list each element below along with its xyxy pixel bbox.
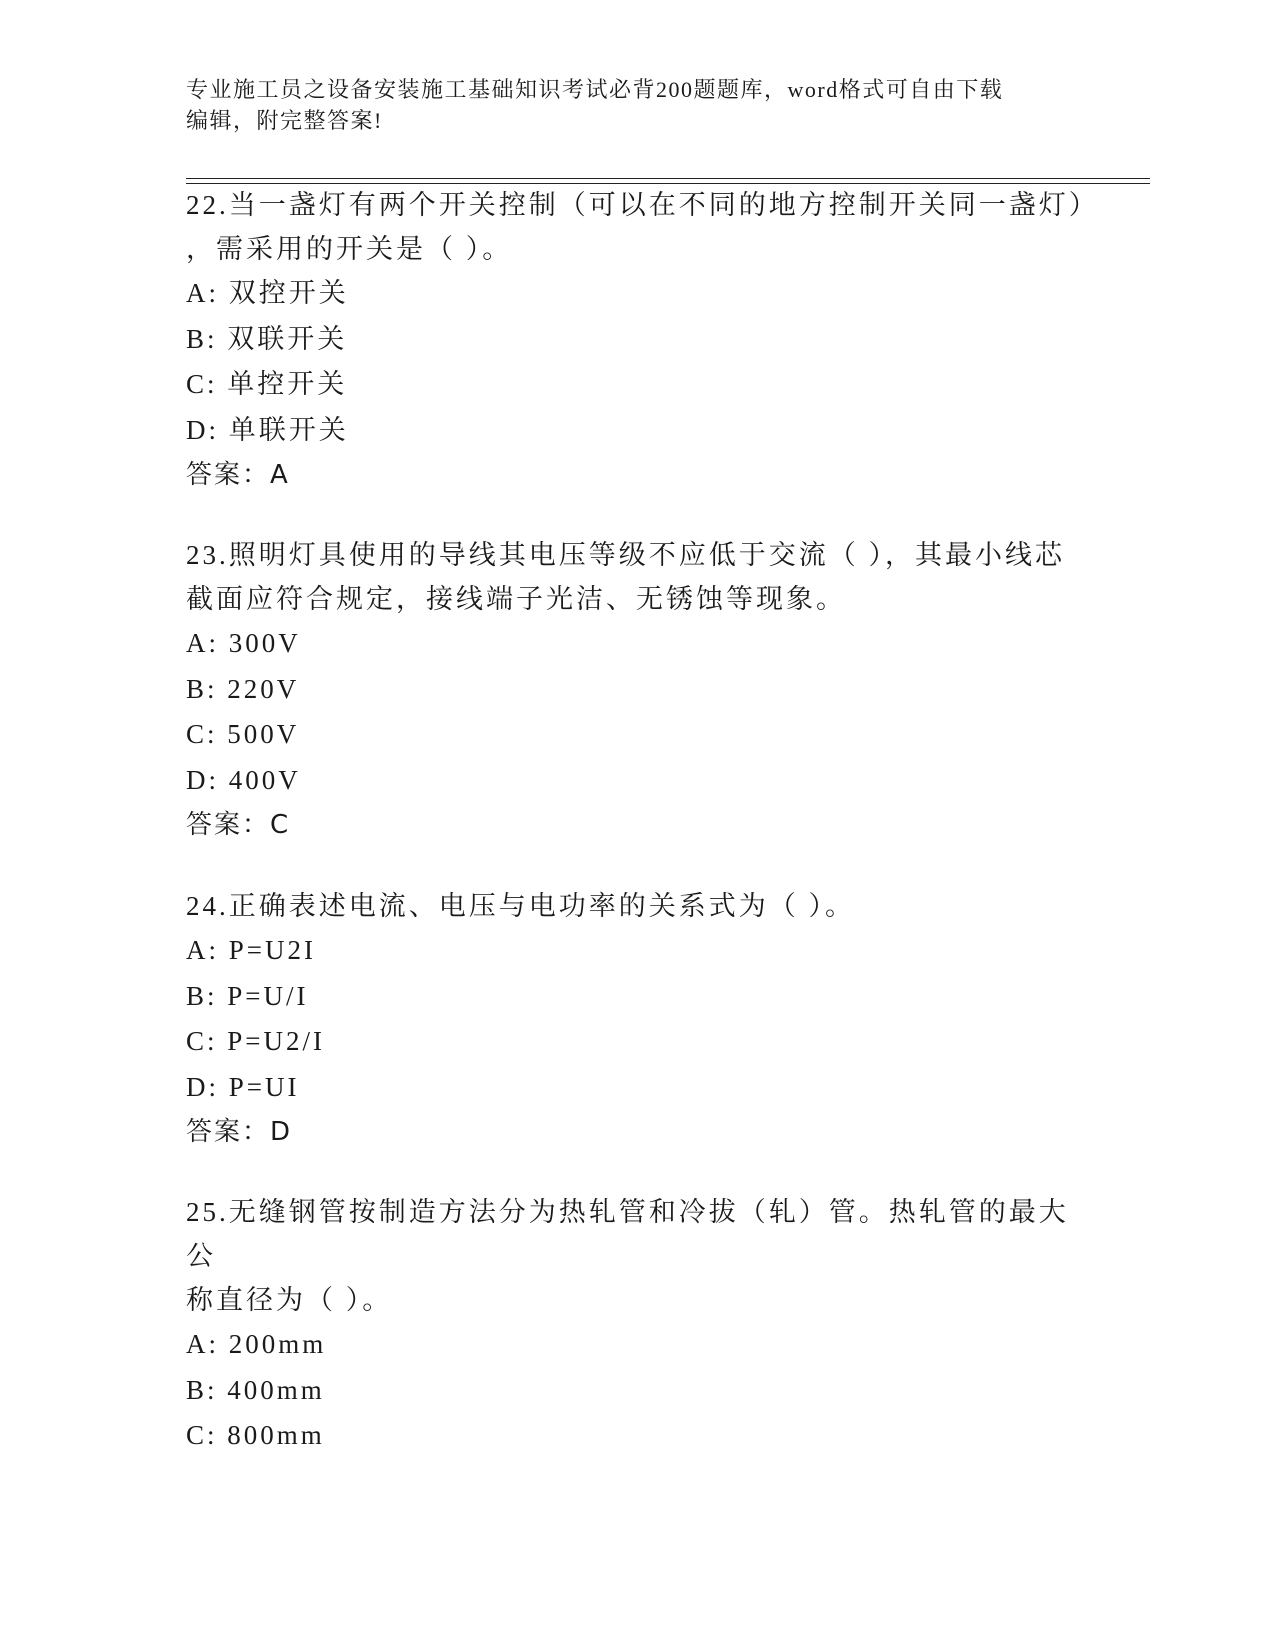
header-divider-top — [186, 178, 1150, 179]
question-22 — [186, 183, 1099, 498]
header-line-1: 专业施工员之设备安装施工基础知识考试必背200题题库，word格式可自由下载 — [186, 77, 1004, 102]
question-text-line: 24.正确表述电流、电压与电功率的关系式为（ ）。 — [186, 891, 855, 921]
option-b: B: P=U/I — [186, 980, 309, 1011]
question-text-line: 截面应符合规定，接线端子光洁、无锈蚀等现象。 — [186, 584, 846, 614]
option-b: B: 220V — [186, 673, 300, 704]
question-24 — [186, 884, 1086, 1155]
option-d: D: 单联开关 — [186, 414, 349, 445]
header-line-2: 编辑，附完整答案! — [186, 108, 383, 133]
option-c: C: 800mm — [186, 1420, 325, 1450]
question-text-line: 23.照明灯具使用的导线其电压等级不应低于交流（ ），其最小线芯 — [186, 540, 1065, 570]
question-text-line: 22.当一盏灯有两个开关控制（可以在不同的地方控制开关同一盏灯） — [186, 190, 1099, 220]
option-b: B: 双联开关 — [186, 323, 348, 354]
option-d: D: P=UI — [186, 1071, 300, 1102]
option-c: C: 500V — [186, 719, 300, 749]
document-header — [186, 74, 1086, 136]
answer-line: 答案：C — [186, 810, 291, 840]
option-a: A: 双控开关 — [186, 278, 349, 308]
option-c: C: P=U2/I — [186, 1026, 325, 1056]
question-text-line: ，需采用的开关是（ ）。 — [186, 234, 513, 264]
option-d: D: 400V — [186, 764, 301, 795]
answer-line: 答案：D — [186, 1117, 293, 1147]
question-23 — [186, 533, 1086, 848]
question-text-line: 25.无缝钢管按制造方法分为热轧管和冷拔（轧）管。热轧管的最大公 — [186, 1197, 1069, 1271]
option-a: A: P=U2I — [186, 935, 316, 965]
option-b: B: 400mm — [186, 1374, 325, 1405]
option-a: A: 200mm — [186, 1329, 327, 1359]
question-25 — [186, 1190, 1086, 1459]
option-a: A: 300V — [186, 628, 301, 658]
question-text-line: 称直径为（ ）。 — [186, 1285, 393, 1315]
answer-line: 答案：A — [186, 460, 290, 490]
option-c: C: 单控开关 — [186, 369, 348, 399]
